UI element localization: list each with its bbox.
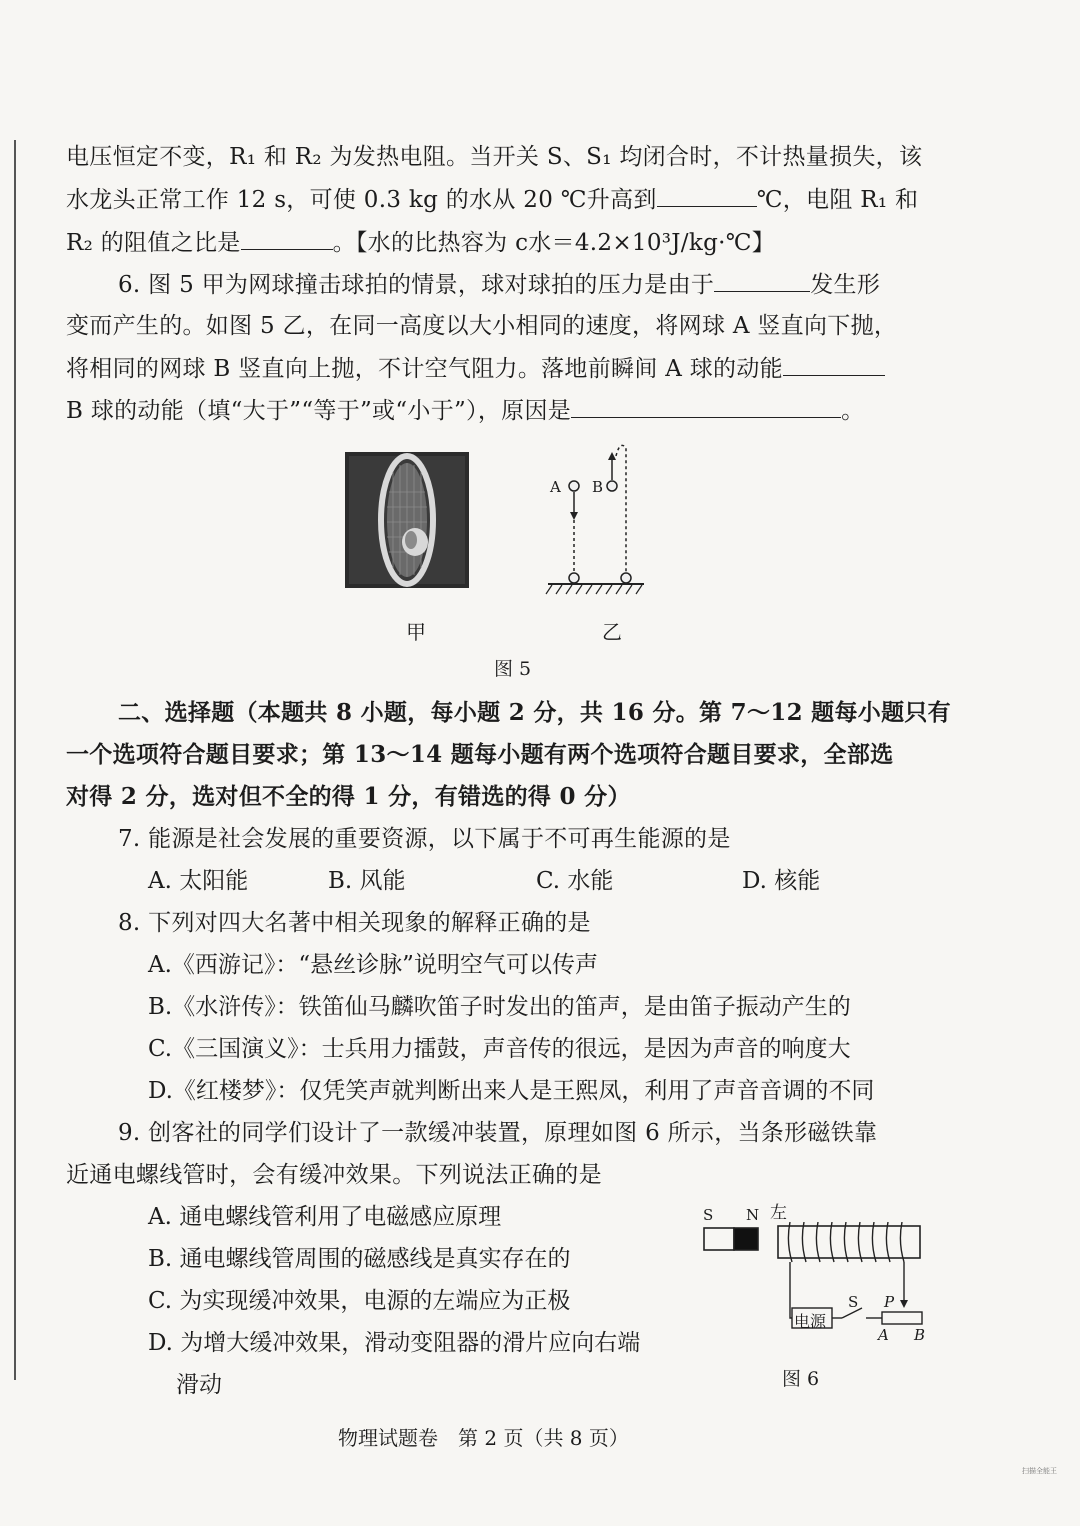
section2-line-2: 一个选项符合题目要求；第 13～14 题每小题有两个选项符合题目要求，全部选	[66, 741, 894, 768]
q8-option-a[interactable]: A.《西游记》：“悬丝诊脉”说明空气可以传声	[148, 952, 598, 978]
fig6-end-b-label: B	[914, 1326, 926, 1344]
q5-line-1: 电压恒定不变，R₁ 和 R₂ 为发热电阻。当开关 S、S₁ 均闭合时，不计热量损失，该	[66, 144, 923, 170]
fig6-end-a-label: A	[878, 1326, 889, 1344]
section2-line-3: 对得 2 分，选对但不全的得 1 分，有错选的得 0 分）	[66, 783, 631, 810]
fig6-power-label: 电源	[794, 1312, 827, 1331]
q6-line-1-text: 6. 图 5 甲为网球撞击球拍的情景，球对球拍的压力是由于	[118, 272, 715, 298]
fig6-switch-label: S	[848, 1293, 859, 1311]
q5-line-2	[66, 184, 918, 215]
ball-b	[607, 481, 617, 491]
answer-blank[interactable]	[657, 184, 757, 207]
q9-option-d[interactable]: D. 为增大缓冲效果，滑动变阻器的滑片应向右端	[148, 1330, 641, 1356]
q9-line-2: 近通电螺线管时，会有缓冲效果。下列说法正确的是	[66, 1162, 602, 1188]
q5-line-3	[66, 227, 775, 258]
fig5-ball-b-label: B	[592, 478, 604, 496]
rheostat	[882, 1312, 922, 1324]
q6-line-4-tail: 。	[841, 398, 865, 424]
fig5-ball-diagram	[540, 436, 650, 606]
q7-option-b[interactable]: B. 风能	[328, 868, 406, 894]
binding-margin-line	[14, 140, 16, 1380]
fig6-left-label: 左	[770, 1203, 787, 1223]
solenoid	[778, 1226, 920, 1258]
answer-blank[interactable]	[783, 353, 885, 376]
q6-line-1	[118, 269, 880, 300]
q8-option-b[interactable]: B.《水浒传》：铁笛仙马麟吹笛子时发出的笛声，是由笛子振动产生的	[148, 994, 851, 1020]
scanner-watermark: 扫描全能王	[1022, 1467, 1057, 1475]
page-footer: 物理试题卷 第 2 页（共 8 页）	[338, 1426, 629, 1450]
q9-option-a[interactable]: A. 通电螺线管利用了电磁感应原理	[148, 1204, 502, 1230]
q7-option-d[interactable]: D. 核能	[742, 868, 821, 894]
fig5-caption: 图 5	[494, 658, 532, 680]
ball-a	[569, 481, 579, 491]
q7-option-c[interactable]: C. 水能	[536, 868, 614, 894]
q6-line-3	[66, 353, 885, 384]
section2-line-1: 二、选择题（本题共 8 小题，每小题 2 分，共 16 分。第 7～12 题每小题只有	[118, 699, 951, 726]
fig6-magnet-n: N	[746, 1206, 760, 1224]
q6-line-4-text: B 球的动能（填“大于”“等于”或“小于”），原因是	[66, 398, 572, 424]
magnet-s-pole	[704, 1228, 734, 1250]
q5-line-3-text: R₂ 的阻值之比是	[66, 230, 241, 256]
q9-option-c[interactable]: C. 为实现缓冲效果，电源的左端应为正极	[148, 1288, 571, 1314]
q6-line-4	[66, 395, 864, 426]
q9-option-d-continued: 滑动	[176, 1372, 222, 1398]
q9-option-b[interactable]: B. 通电螺线管周围的磁感线是真实存在的	[148, 1246, 571, 1272]
fig5-racket-photo	[345, 452, 469, 588]
fig5-label-yi: 乙	[602, 620, 622, 644]
fig5-label-jia: 甲	[406, 620, 426, 644]
fig6-slider-label: P	[884, 1293, 895, 1311]
q6-line-2: 变而产生的。如图 5 乙，在同一高度以大小相同的速度，将网球 A 竖直向下抛，	[66, 313, 898, 339]
q5-line-3-tail: 。【水的比热容为 c水＝4.2×10³J/kg·℃】	[332, 230, 776, 256]
q9-line-1: 9. 创客社的同学们设计了一款缓冲装置，原理如图 6 所示，当条形磁铁靠	[118, 1120, 878, 1146]
fig6-magnet-s: S	[703, 1206, 714, 1224]
q5-line-2-tail: ℃，电阻 R₁ 和	[756, 187, 919, 213]
q8-option-d[interactable]: D.《红楼梦》：仅凭笑声就判断出来人是王熙凤，利用了声音音调的不同	[148, 1078, 875, 1104]
q5-line-2-text: 水龙头正常工作 12 s，可使 0.3 kg 的水从 20 ℃升高到	[66, 187, 657, 213]
q8-stem: 8. 下列对四大名著中相关现象的解释正确的是	[118, 910, 591, 936]
q8-option-c[interactable]: C.《三国演义》：士兵用力擂鼓，声音传的很远，是因为声音的响度大	[148, 1036, 851, 1062]
q7-stem: 7. 能源是社会发展的重要资源，以下属于不可再生能源的是	[118, 826, 731, 852]
fig5-ball-a-label: A	[550, 478, 561, 496]
answer-blank[interactable]	[241, 227, 333, 250]
q6-line-3-text: 将相同的网球 B 竖直向上抛，不计空气阻力。落地前瞬间 A 球的动能	[66, 356, 783, 382]
q7-option-a[interactable]: A. 太阳能	[148, 868, 249, 894]
magnet-n-pole	[734, 1228, 758, 1250]
answer-blank[interactable]	[714, 269, 810, 292]
answer-blank[interactable]	[571, 395, 841, 418]
q6-line-1-tail: 发生形	[810, 272, 881, 298]
fig6-caption: 图 6	[782, 1368, 820, 1390]
